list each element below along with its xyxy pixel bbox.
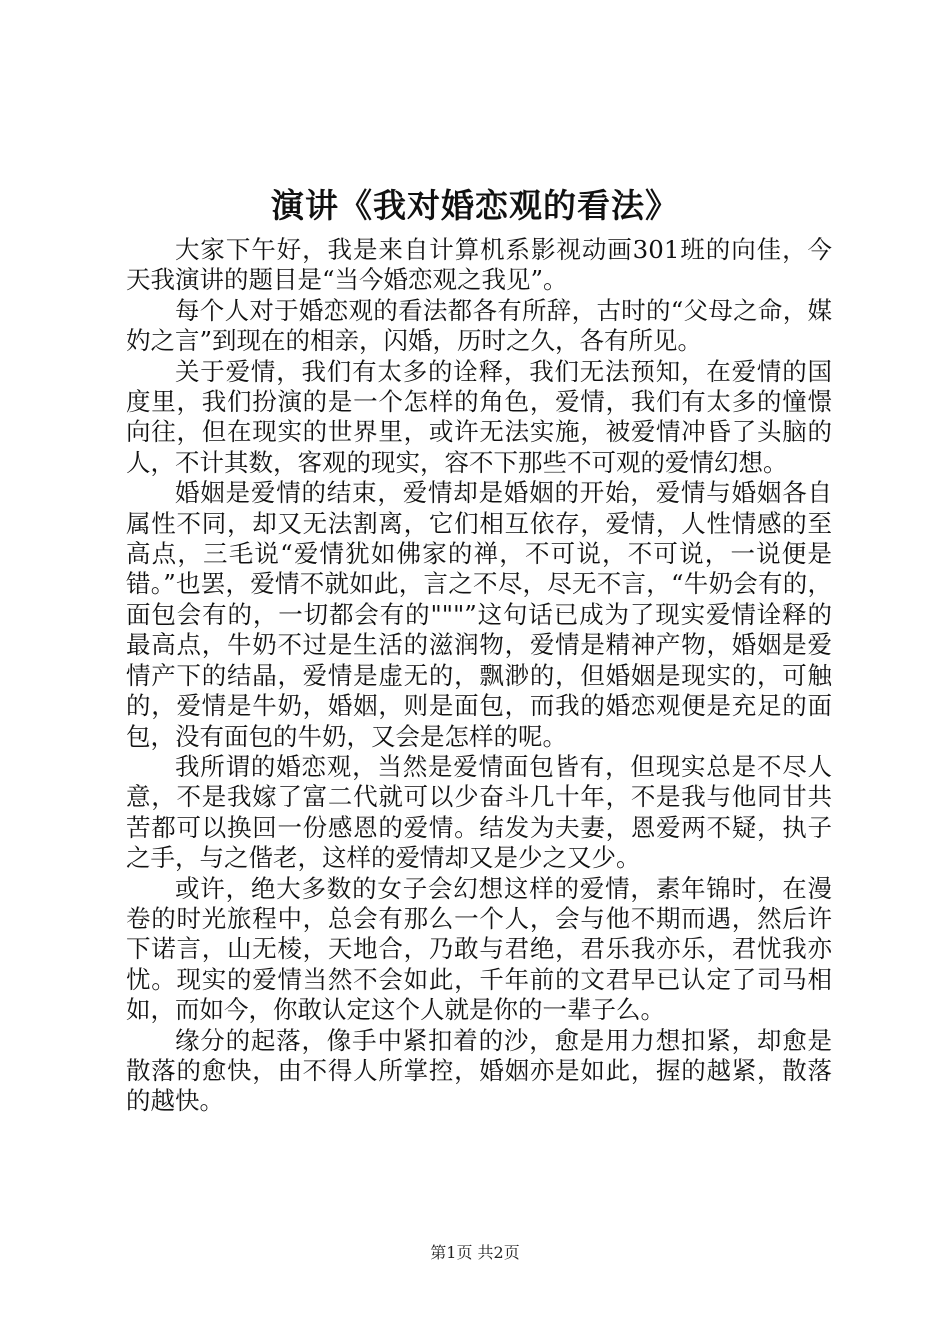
paragraph: 缘分的起落，像手中紧扣着的沙，愈是用力想扣紧，却愈是散落的愈快，由不得人所掌控，婚姻亦是如此，握的越紧，散落的越快。 [126,1025,832,1116]
document-body [126,235,832,1117]
paragraph: 我所谓的婚恋观，当然是爱情面包皆有，但现实总是不尽人意，不是我嫁了富二代就可以少奋斗几十年，不是我与他同甘共苦都可以换回一份感恩的爱情。结发为夫妻，恩爱两不疑，执子之手，与之偕老，这样的爱情却又是少之又少。 [126,751,832,873]
paragraph: 婚姻是爱情的结束，爱情却是婚姻的开始，爱情与婚姻各自属性不同，却又无法割离，它们相互依存，爱情，人性情感的至高点，三毛说“爱情犹如佛家的禅，不可说，不可说，一说便是错。”也罢，爱情不就如此，言之不尽，尽无不言，“牛奶会有的，面包会有的，一切都会有的"""”这句话已成为了现实爱情诠释的最高点，牛奶不过是生活的滋润物，爱情是精神产物，婚姻是爱情产下的结晶，爱情是虚无的，飘渺的，但婚姻是现实的，可触的，爱情是牛奶，婚姻，则是面包，而我的婚恋观便是充足的面包，没有面包的牛奶，又会是怎样的呢。 [126,478,832,751]
paragraph: 每个人对于婚恋观的看法都各有所辞，古时的“父母之命，媒妁之言”到现在的相亲，闪婚，历时之久，各有所见。 [126,295,832,356]
paragraph: 或许，绝大多数的女子会幻想这样的爱情，素年锦时，在漫卷的时光旅程中，总会有那么一个人，会与他不期而遇，然后许下诺言，山无棱，天地合，乃敢与君绝，君乐我亦乐，君忧我亦忧。现实的爱情当然不会如此，千年前的文君早已认定了司马相如，而如今，你敢认定这个人就是你的一辈子么。 [126,873,832,1025]
page-footer: 第1页 共2页 [430,1243,520,1262]
paragraph: 大家下午好，我是来自计算机系影视动画301班的向佳，今天我演讲的题目是“当今婚恋观之我见”。 [126,235,832,295]
paragraph: 关于爱情，我们有太多的诠释，我们无法预知，在爱情的国度里，我们扮演的是一个怎样的角色，爱情，我们有太多的憧憬向往，但在现实的世界里，或许无法实施，被爱情冲昏了头脑的人，不计其数，客观的现实，容不下那些不可观的爱情幻想。 [126,356,832,477]
document-title: 演讲《我对婚恋观的看法》 [271,186,679,225]
